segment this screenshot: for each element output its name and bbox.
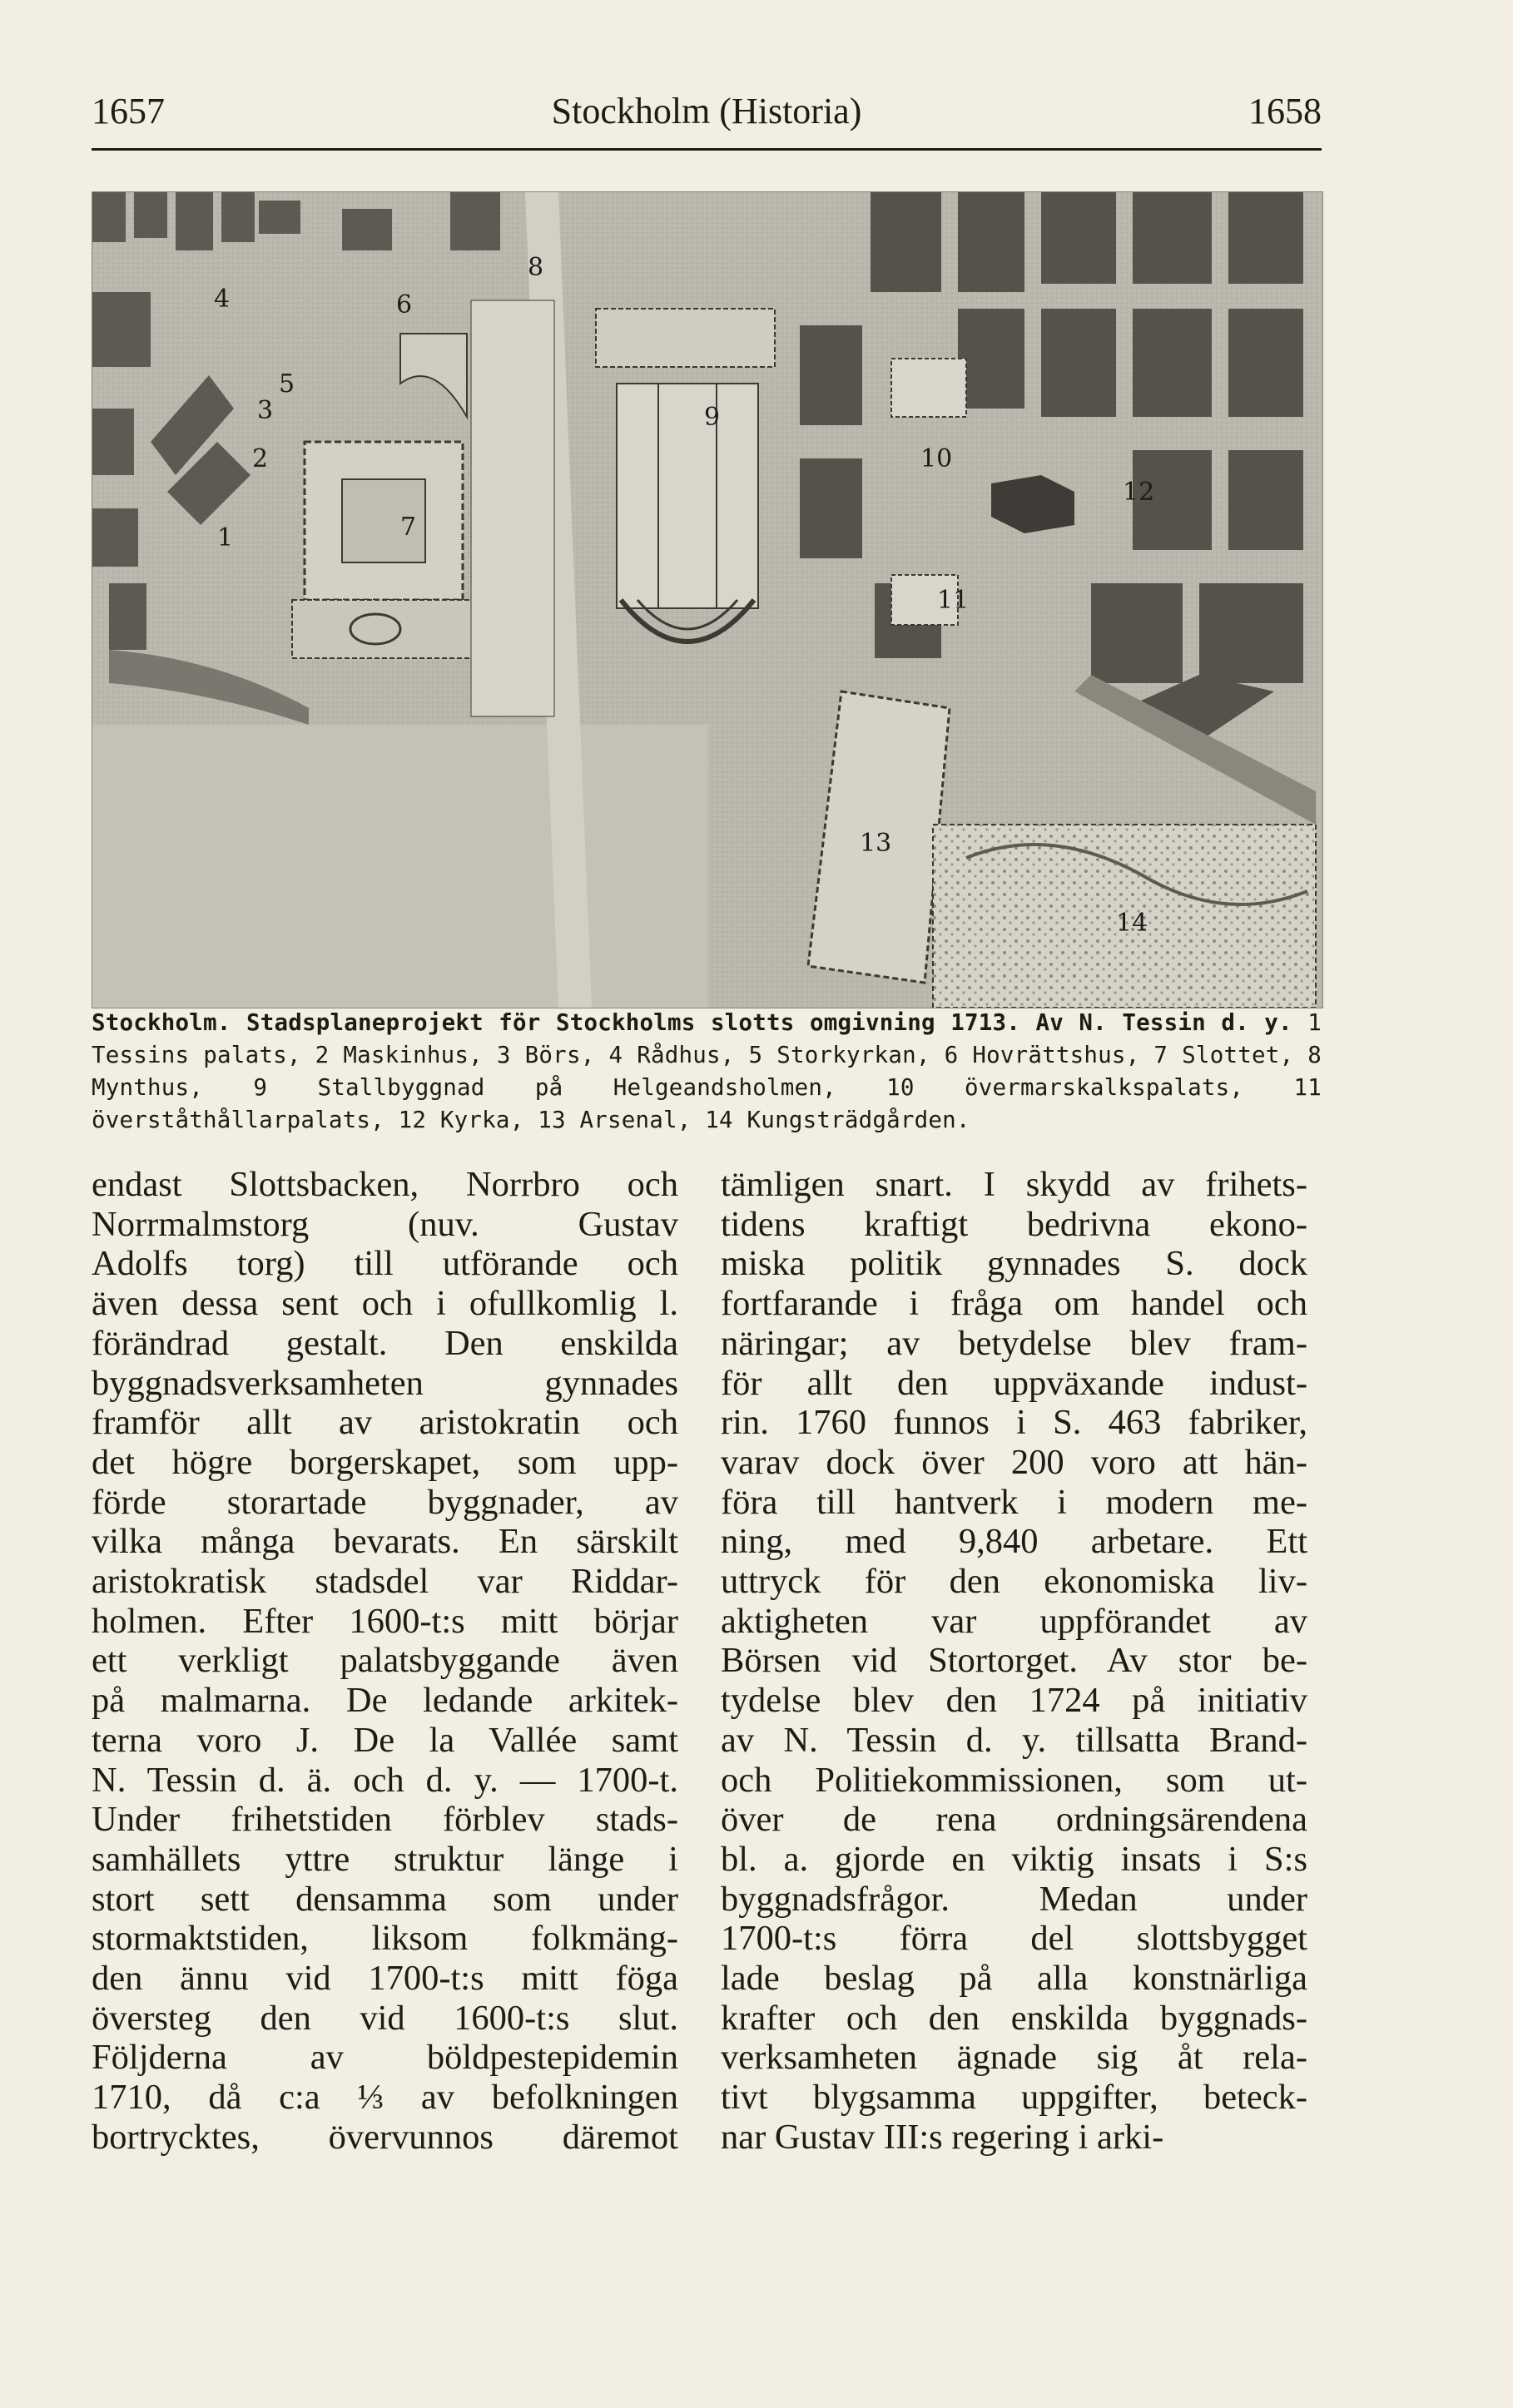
text-line: på malmarna. De ledande arkitek- [92, 1681, 678, 1721]
figure-caption [92, 1007, 1322, 1137]
text-line: uttryck för den ekonomiska liv- [721, 1562, 1307, 1602]
right-text-column [721, 1165, 1307, 2158]
city-plan-figure [92, 191, 1323, 1008]
left-text-column [92, 1165, 678, 2158]
plan-label-5: 5 [279, 369, 295, 399]
text-line: terna voro J. De la Vallée samt [92, 1720, 678, 1760]
plan-label-1: 1 [217, 523, 234, 552]
running-header [92, 90, 1322, 143]
text-line: över de rena ordningsärendena [721, 1800, 1307, 1840]
text-line: krafter och den enskilda byggnads- [721, 1998, 1307, 2038]
text-line: miska politik gynnades S. dock [721, 1244, 1307, 1284]
text-line: bortrycktes, övervunnos däremot [92, 2117, 678, 2157]
text-line: för allt den uppväxande indust- [721, 1363, 1307, 1403]
plan-label-3: 3 [257, 396, 274, 425]
text-line: aktigheten var uppförandet av [721, 1601, 1307, 1641]
text-line: rin. 1760 funnos i S. 463 fabriker, [721, 1403, 1307, 1443]
text-line: framför allt av aristokratin och [92, 1403, 678, 1443]
text-line: byggnadsfrågor. Medan under [721, 1879, 1307, 1919]
text-line: nar Gustav III:s regering i arki- [721, 2117, 1164, 2157]
text-line: stort sett densamma som under [92, 1879, 678, 1919]
text-line: förde storartade byggnader, av [92, 1482, 678, 1522]
plan-label-12: 12 [1123, 478, 1155, 507]
text-line: näringar; av betydelse blev fram- [721, 1323, 1307, 1363]
city-plan-map [92, 192, 1322, 1008]
text-line: det högre borgerskapet, som upp- [92, 1442, 678, 1482]
text-line: Norrmalmstorg (nuv. Gustav [92, 1204, 678, 1244]
text-line: av N. Tessin d. y. tillsatta Brand- [721, 1720, 1307, 1760]
running-title: Stockholm (Historia) [551, 91, 862, 131]
text-line: Följderna av böldpestepidemin [92, 2038, 678, 2078]
text-line: aristokratisk stadsdel var Riddar- [92, 1562, 678, 1602]
plan-label-6: 6 [396, 290, 413, 320]
text-line: N. Tessin d. ä. och d. y. — 1700-t. [92, 1760, 678, 1800]
text-line: holmen. Efter 1600-t:s mitt börjar [92, 1601, 678, 1641]
left-page-number: 1657 [92, 91, 165, 131]
header-rule [92, 148, 1322, 151]
plan-label-7: 7 [400, 513, 417, 542]
plan-label-4: 4 [214, 285, 231, 314]
text-line: vilka många bevarats. En särskilt [92, 1522, 678, 1562]
text-line: verksamheten ägnade sig åt rela- [721, 2038, 1307, 2078]
plan-label-8: 8 [528, 253, 544, 282]
text-line: och Politiekommissionen, som ut- [721, 1760, 1307, 1800]
text-line: Börsen vid Stortorget. Av stor be- [721, 1641, 1307, 1681]
text-line: ning, med 9,840 arbetare. Ett [721, 1522, 1307, 1562]
text-line: 1710, då c:a ⅓ av befolkningen [92, 2078, 678, 2118]
text-line: fortfarande i fråga om handel och [721, 1284, 1307, 1324]
plan-label-9: 9 [704, 403, 721, 432]
text-line: föra till hantverk i modern me- [721, 1482, 1307, 1522]
text-line: 1700-t:s förra del slottsbygget [721, 1919, 1307, 1959]
text-line: även dessa sent och i ofullkomlig l. [92, 1284, 678, 1324]
text-line: tämligen snart. I skydd av frihets- [721, 1165, 1307, 1204]
text-line: bl. a. gjorde en viktig insats i S:s [721, 1839, 1307, 1879]
text-line: tidens kraftigt bedrivna ekono- [721, 1204, 1307, 1244]
caption-lead: Stockholm. Stadsplaneprojekt för Stockholms slotts omgivning 1713. Av N. Tessin d. y. [92, 1009, 1292, 1036]
text-line: varav dock över 200 voro att hän- [721, 1442, 1307, 1482]
caption-key: 1 Tessins palats, 2 Maskinhus, 3 Börs, 4 Rådhus, 5 Storkyrkan, 6 Hovrättshus, 7 Slottet, 8 Mynthus, 9 Stallbyggnad på Helgeandsholmen, 10 övermarskalkspalats, 11 överståthållarpalats, 12 Kyrka, 13 Arsenal, 14 Kungsträdgården. [92, 1009, 1322, 1133]
text-line: samhällets yttre struktur länge i [92, 1839, 678, 1879]
text-line: ett verkligt palatsbyggande även [92, 1641, 678, 1681]
text-line: översteg den vid 1600-t:s slut. [92, 1998, 678, 2038]
text-line: byggnadsverksamheten gynnades [92, 1363, 678, 1403]
text-line: lade beslag på alla konstnärliga [721, 1959, 1307, 1999]
plan-label-13: 13 [860, 829, 892, 858]
text-line: stormaktstiden, liksom folkmäng- [92, 1919, 678, 1959]
text-line: Under frihetstiden förblev stads- [92, 1800, 678, 1840]
right-page-number: 1658 [1248, 91, 1322, 131]
text-line: tivt blygsamma uppgifter, beteck- [721, 2078, 1307, 2118]
text-line: förändrad gestalt. Den enskilda [92, 1323, 678, 1363]
plan-label-11: 11 [937, 586, 970, 615]
text-line: endast Slottsbacken, Norrbro och [92, 1165, 678, 1204]
plan-label-14: 14 [1116, 909, 1148, 938]
text-line: tydelse blev den 1724 på initiativ [721, 1681, 1307, 1721]
text-line: Adolfs torg) till utförande och [92, 1244, 678, 1284]
text-line: den ännu vid 1700-t:s mitt föga [92, 1959, 678, 1999]
plan-label-10: 10 [920, 444, 953, 473]
plan-label-2: 2 [252, 444, 269, 473]
